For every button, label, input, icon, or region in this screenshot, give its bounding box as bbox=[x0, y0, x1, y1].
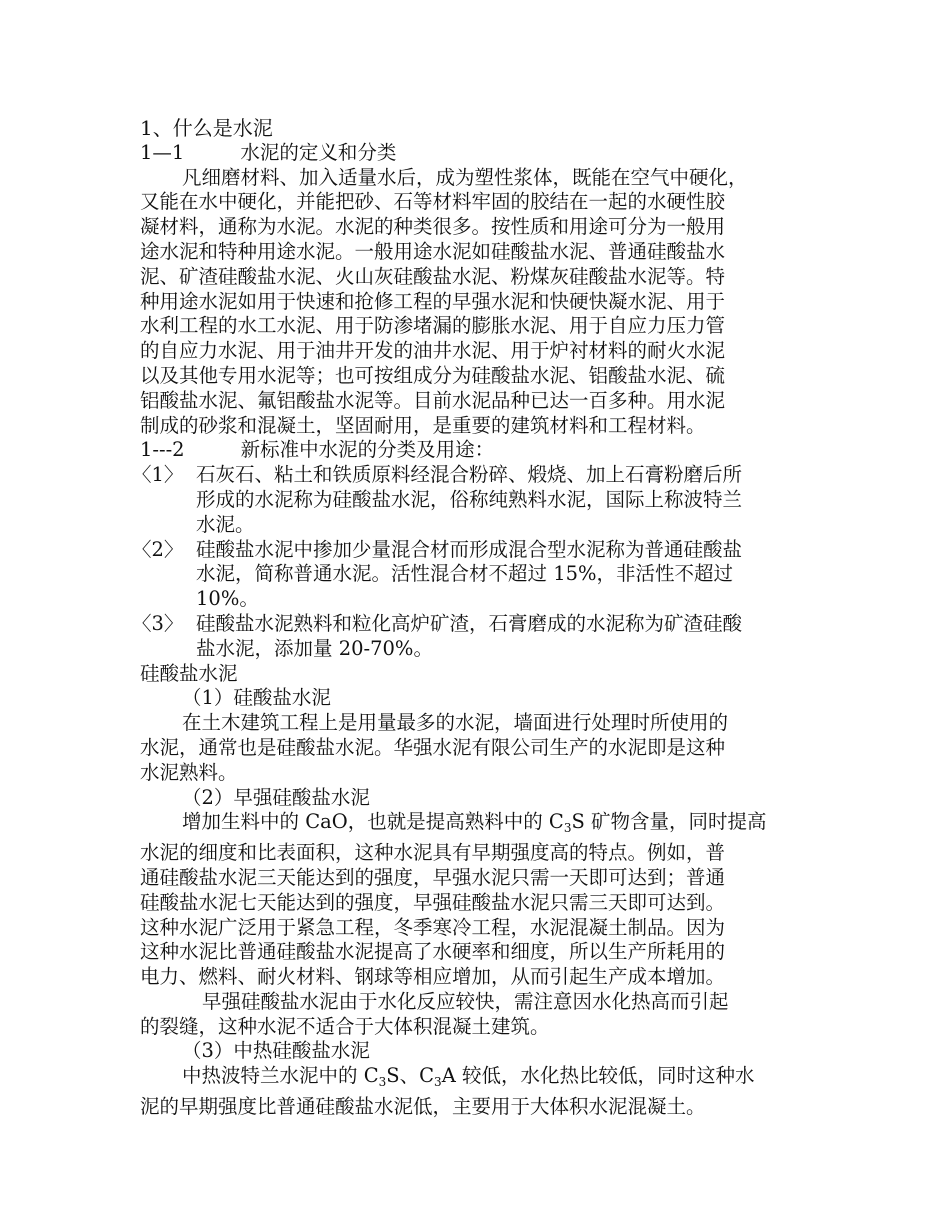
subsection-title-1: （1）硅酸盐水泥 bbox=[182, 686, 331, 710]
definition-paragraph bbox=[140, 166, 830, 439]
list-line: 形成的水泥称为硅酸盐水泥，俗称纯熟料水泥，国际上称波特兰 bbox=[196, 487, 743, 511]
list-number: 〈2〉 bbox=[132, 537, 184, 561]
document-page bbox=[132, 116, 830, 1120]
paragraph-line: 通硅酸盐水泥三天能达到的强度，早强水泥只需一天即可达到；普通 bbox=[140, 865, 726, 889]
list-line: 石灰石、粘土和铁质原料经混合粉碎、煅烧、加上石膏粉磨后所 bbox=[196, 463, 743, 487]
list-item bbox=[132, 611, 830, 637]
paragraph-line: 泥的早期强度比普通硅酸盐水泥低，主要用于大体积水泥混凝土。 bbox=[140, 1095, 706, 1119]
list-line: 盐水泥，添加量 20-70%。 bbox=[196, 636, 433, 660]
heading-1-2 bbox=[140, 438, 830, 463]
paragraph-line: 水泥的细度和比表面积，这种水泥具有早期强度高的特点。例如，普 bbox=[140, 841, 726, 865]
heading-1-1-text: 水泥的定义和分类 bbox=[240, 140, 397, 164]
heading-1-1 bbox=[140, 141, 830, 166]
paragraph-line: 凡细磨材料、加入适量水后，成为塑性浆体，既能在空气中硬化， bbox=[182, 165, 748, 189]
classification-list bbox=[132, 463, 830, 661]
paragraph-line: 途水泥和特种用途水泥。一般用途水泥如硅酸盐水泥、普通硅酸盐水 bbox=[140, 239, 726, 263]
subsection-title-3: （3）中热硅酸盐水泥 bbox=[182, 1039, 370, 1063]
paragraph-line: 水利工程的水工水泥、用于防渗堵漏的膨胀水泥、用于自应力压力管 bbox=[140, 314, 726, 338]
paragraph-line: 制成的砂浆和混凝土，坚固耐用，是重要的建筑材料和工程材料。 bbox=[140, 413, 706, 437]
paragraph-line: 电力、燃料、耐火材料、钢球等相应增加，从而引起生产成本增加。 bbox=[140, 965, 726, 989]
heading-1: 1、什么是水泥 bbox=[140, 116, 273, 140]
list-number: 〈3〉 bbox=[132, 611, 184, 635]
list-number: 〈1〉 bbox=[132, 463, 184, 487]
paragraph-line: 水泥，通常也是硅酸盐水泥。华强水泥有限公司生产的水泥即是这种 bbox=[140, 735, 726, 759]
paragraph-line: 的裂缝，这种水泥不适合于大体积混凝土建筑。 bbox=[140, 1014, 550, 1038]
paragraph-line: 种用途水泥如用于快速和抢修工程的早强水泥和快硬快凝水泥、用于 bbox=[140, 289, 726, 313]
list-line: 10%。 bbox=[196, 587, 259, 611]
heading-1-1-number: 1—1 bbox=[140, 140, 185, 164]
subscript: 3 bbox=[378, 1075, 387, 1090]
paragraph-line: 的自应力水泥、用于油井开发的油井水泥、用于炉衬材料的耐火水泥 bbox=[140, 339, 726, 363]
paragraph-line: 水泥熟料。 bbox=[140, 760, 238, 784]
list-line: 硅酸盐水泥中掺加少量混合材而形成混合型水泥称为普通硅酸盐 bbox=[196, 537, 743, 561]
paragraph-line: 以及其他专用水泥等；也可按组成分为硅酸盐水泥、铝酸盐水泥、硫 bbox=[140, 363, 726, 387]
list-item bbox=[132, 537, 830, 563]
list-line: 水泥，简称普通水泥。活性混合材不超过 15%，非活性不超过 bbox=[196, 562, 734, 586]
subscript: 3 bbox=[563, 821, 572, 836]
list-item bbox=[132, 463, 830, 488]
heading-1-2-number: 1---2 bbox=[140, 438, 185, 462]
subscript: 3 bbox=[434, 1075, 442, 1090]
paragraph-line: 早强硅酸盐水泥由于水化反应较快，需注意因水化热高而引起 bbox=[202, 989, 729, 1013]
paragraph-line: 这种水泥比普通硅酸盐水泥提高了水硬率和细度，所以生产所耗用的 bbox=[140, 940, 726, 964]
list-line: 硅酸盐水泥熟料和粒化高炉矿渣，石膏磨成的水泥称为矿渣硅酸 bbox=[196, 611, 743, 635]
paragraph-line: 增加生料中的 CaO，也就是提高熟料中的 $C_3S$ 矿物含量，同时提高 bbox=[182, 810, 767, 836]
paragraph-line: 凝材料，通称为水泥。水泥的种类很多。按性质和用途可分为一般用 bbox=[140, 215, 726, 239]
heading-1-2-text: 新标准中水泥的分类及用途： bbox=[240, 438, 495, 462]
section-title: 硅酸盐水泥 bbox=[140, 661, 238, 685]
paragraph-line: 这种水泥广泛用于紧急工程，冬季寒冷工程，水泥混凝土制品。因为 bbox=[140, 915, 726, 939]
paragraph-line: 硅酸盐水泥七天能达到的强度，早强硅酸盐水泥只需三天即可达到。 bbox=[140, 890, 726, 914]
list-line: 水泥。 bbox=[196, 512, 255, 536]
paragraph-line: 又能在水中硬化，并能把砂、石等材料牢固的胶结在一起的水硬性胶 bbox=[140, 190, 726, 214]
paragraph-line: 铝酸盐水泥、氟铝酸盐水泥等。目前水泥品种已达一百多种。用水泥 bbox=[140, 388, 726, 412]
paragraph-line: 中热波特兰水泥中的 $C_3S$、$C_3A$ 较低，水化热比较低，同时这种水 bbox=[182, 1064, 755, 1090]
paragraph-line: 泥、矿渣硅酸盐水泥、火山灰硅酸盐水泥、粉煤灰硅酸盐水泥等。特 bbox=[140, 264, 726, 288]
paragraph-line: 在土木建筑工程上是用量最多的水泥，墙面进行处理时所使用的 bbox=[182, 711, 729, 735]
subsection-title-2: （2）早强硅酸盐水泥 bbox=[182, 785, 370, 809]
